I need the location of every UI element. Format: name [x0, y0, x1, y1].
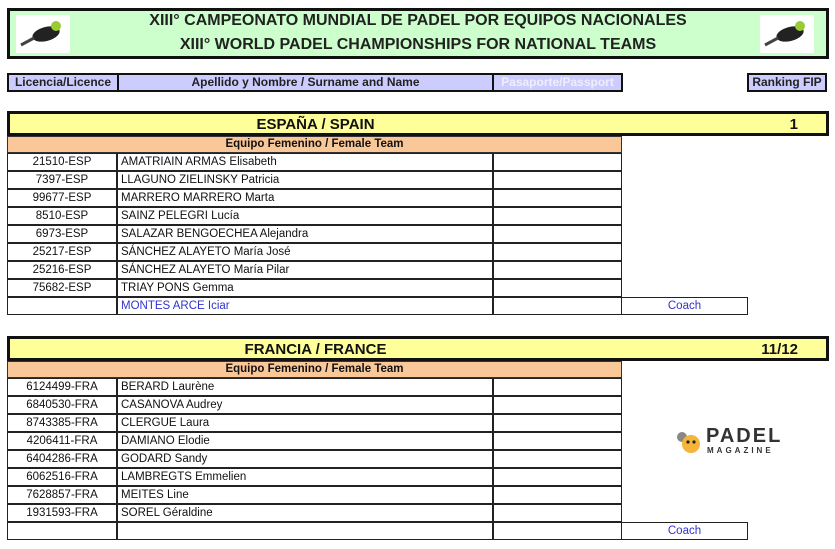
name-cell: LAMBREGTS Emmelien [118, 468, 492, 486]
table-row [7, 153, 747, 171]
table-row [7, 243, 747, 261]
table-row [7, 432, 747, 450]
team-category: Equipo Femenino / Female Team [7, 361, 622, 378]
column-header-licence: Licencia/Licence [7, 73, 119, 92]
country-name: FRANCIA / FRANCE [244, 341, 387, 358]
table-row [7, 207, 747, 225]
country-name: ESPAÑA / SPAIN [256, 116, 375, 133]
name-cell: SÁNCHEZ ALAYETO María José [118, 243, 492, 261]
table-row [7, 504, 747, 522]
licence-cell: 25216-ESP [7, 261, 118, 279]
name-cell: DAMIANO Elodie [118, 432, 492, 450]
table-row [7, 396, 747, 414]
passport-cell [492, 396, 622, 414]
passport-cell [492, 261, 622, 279]
name-cell: SÁNCHEZ ALAYETO María Pilar [118, 261, 492, 279]
passport-cell [492, 432, 622, 450]
name-cell: GODARD Sandy [118, 450, 492, 468]
licence-cell [7, 522, 118, 540]
licence-cell: 75682-ESP [7, 279, 118, 297]
passport-cell [492, 522, 622, 540]
name-cell: BERARD Laurène [118, 378, 492, 396]
passport-cell [492, 378, 622, 396]
name-cell: SOREL Géraldine [118, 504, 492, 522]
table-row [7, 171, 747, 189]
padel-magazine-watermark [676, 425, 786, 459]
coach-row [7, 297, 747, 315]
licence-cell: 6973-ESP [7, 225, 118, 243]
name-cell: AMATRIAIN ARMAS Elisabeth [118, 153, 492, 171]
table-row [7, 450, 747, 468]
passport-cell [492, 279, 622, 297]
column-header-name: Apellido y Nombre / Surname and Name [117, 73, 494, 92]
table-row [7, 189, 747, 207]
banner-title-es: XIII° CAMPEONATO MUNDIAL DE PADEL POR EQUIPOS NACIONALES [149, 12, 687, 29]
passport-cell [492, 450, 622, 468]
licence-cell: 6404286-FRA [7, 450, 118, 468]
passport-cell [492, 486, 622, 504]
licence-cell: 6840530-FRA [7, 396, 118, 414]
table-row [7, 261, 747, 279]
passport-cell [492, 171, 622, 189]
banner-title-en: XIII° WORLD PADEL CHAMPIONSHIPS FOR NATIONAL TEAMS [179, 36, 657, 53]
passport-cell [492, 153, 622, 171]
coach-name-cell: MONTES ARCE Iciar [118, 297, 492, 315]
passport-cell [492, 243, 622, 261]
name-cell: TRIAY PONS Gemma [118, 279, 492, 297]
licence-cell: 7628857-FRA [7, 486, 118, 504]
name-cell: SALAZAR BENGOECHEA Alejandra [118, 225, 492, 243]
table-row [7, 414, 747, 432]
name-cell: LLAGUNO ZIELINSKY Patricia [118, 171, 492, 189]
licence-cell [7, 297, 118, 315]
coach-row [7, 522, 747, 540]
coach-role-cell: Coach [622, 297, 748, 315]
name-cell: CASANOVA Audrey [118, 396, 492, 414]
name-cell: CLERGUE Laura [118, 414, 492, 432]
team-category: Equipo Femenino / Female Team [7, 136, 622, 153]
ranking-value: 1 [789, 116, 798, 133]
column-header-ranking: Ranking FIP [747, 73, 827, 92]
licence-cell: 8743385-FRA [7, 414, 118, 432]
licence-cell: 21510-ESP [7, 153, 118, 171]
passport-cell [492, 207, 622, 225]
padel-magazine-logo-icon [676, 429, 704, 455]
watermark-subtitle: MAGAZINE [707, 446, 774, 455]
licence-cell: 7397-ESP [7, 171, 118, 189]
licence-cell: 8510-ESP [7, 207, 118, 225]
column-header-passport: Pasaporte/Passport [492, 73, 623, 92]
name-cell: MEITES Line [118, 486, 492, 504]
licence-cell: 25217-ESP [7, 243, 118, 261]
licence-cell: 6062516-FRA [7, 468, 118, 486]
team-title-spain [7, 111, 829, 136]
team-title-france [7, 336, 829, 361]
table-row [7, 486, 747, 504]
passport-cell [492, 225, 622, 243]
ranking-value: 11/12 [761, 341, 798, 358]
passport-cell [492, 504, 622, 522]
watermark-title: PADEL [706, 425, 783, 447]
licence-cell: 1931593-FRA [7, 504, 118, 522]
table-row [7, 279, 747, 297]
passport-cell [492, 414, 622, 432]
passport-cell [492, 297, 622, 315]
passport-cell [492, 189, 622, 207]
name-cell: SAINZ PELEGRI Lucía [118, 207, 492, 225]
passport-cell [492, 468, 622, 486]
coach-name-cell [118, 522, 492, 540]
padel-racket-icon [760, 15, 814, 53]
coach-role-cell: Coach [622, 522, 748, 540]
licence-cell: 6124499-FRA [7, 378, 118, 396]
licence-cell: 99677-ESP [7, 189, 118, 207]
table-row [7, 378, 747, 396]
championship-banner [7, 8, 829, 59]
licence-cell: 4206411-FRA [7, 432, 118, 450]
name-cell: MARRERO MARRERO Marta [118, 189, 492, 207]
table-row [7, 468, 747, 486]
table-row [7, 225, 747, 243]
